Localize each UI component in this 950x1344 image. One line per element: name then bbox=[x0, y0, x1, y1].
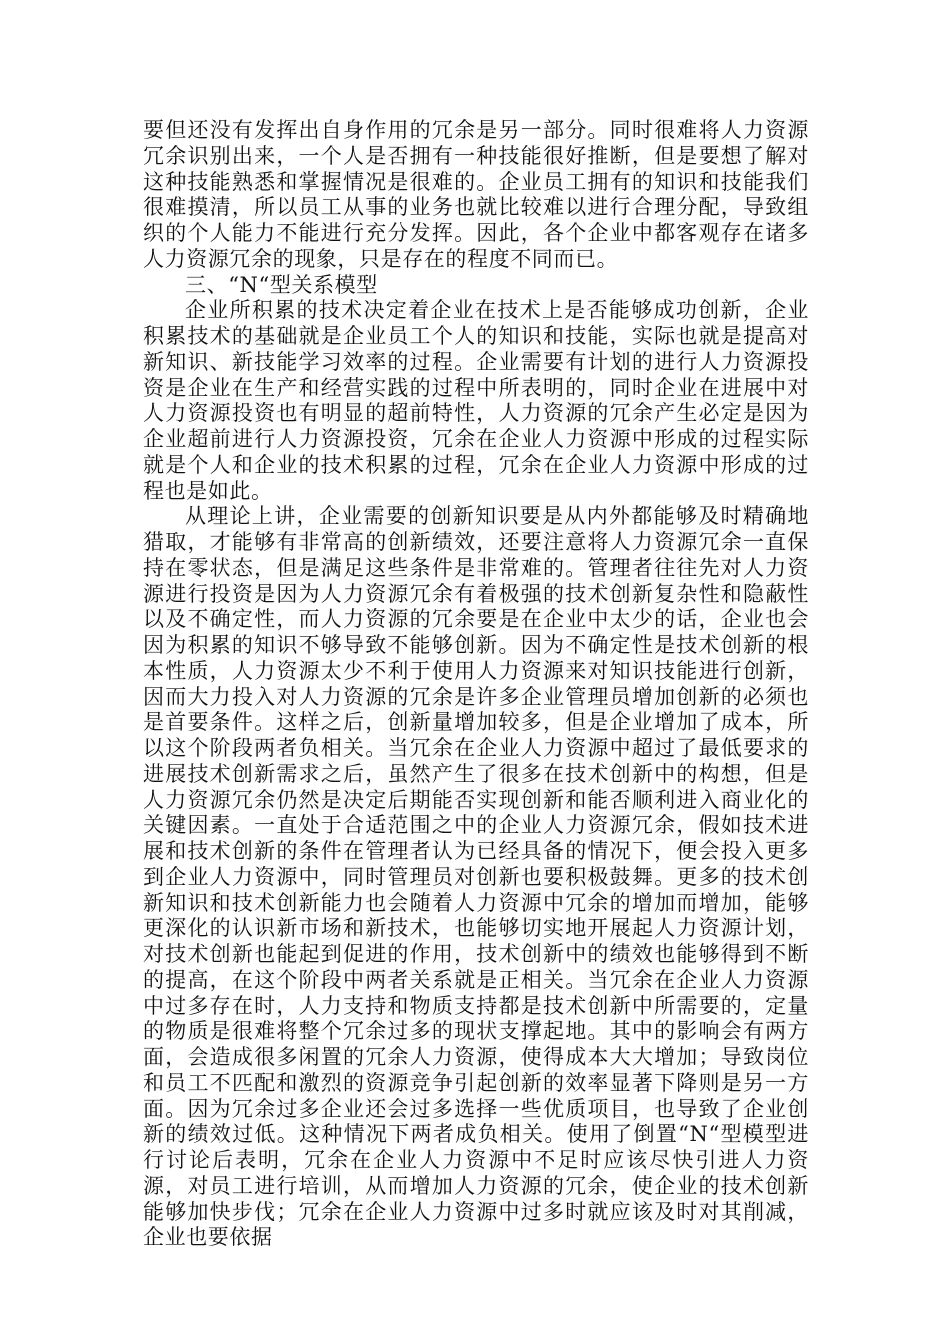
body-paragraph: 企业所积累的技术决定着企业在技术上是否能够成功创新，企业积累技术的基础就是企业员工个人的知识和技能，实际也就是提高对新知识、新技能学习效率的过程。企业需要有计划的进行人力资源投资是企业在生产和经营实践的过程中所表明的，同时企业在进展中对人力资源投资也有明显的超前特性，人力资源的冗余产生必定是因为企业超前进行人力资源投资，冗余在企业人力资源中形成的过程实际就是个人和企业的技术积累的过程，冗余在企业人力资源中形成的过程也是如此。 bbox=[143, 298, 809, 503]
document-page bbox=[143, 118, 809, 1251]
continued-paragraph: 要但还没有发挥出自身作用的冗余是另一部分。同时很难将人力资源冗余识别出来，一个人是否拥有一种技能很好推断，但是要想了解对这种技能熟悉和掌握情况是很难的。企业员工拥有的知识和技能我们很难摸清，所以员工从事的业务也就比较难以进行合理分配，导致组织的个人能力不能进行充分发挥。因此，各个企业中都客观存在诸多人力资源冗余的现象，只是存在的程度不同而已。 bbox=[143, 118, 809, 271]
section-heading: 三、“N“型关系模型 bbox=[185, 272, 378, 297]
body-paragraph: 从理论上讲，企业需要的创新知识要是从内外都能够及时精确地猎取，才能够有非常高的创新绩效，还要注意将人力资源冗余一直保持在零状态，但是满足这些条件是非常难的。管理者往往先对人力资源进行投资是因为人力资源冗余有着极强的技术创新复杂性和隐蔽性以及不确定性，而人力资源的冗余要是在企业中太少的话，企业也会因为积累的知识不够导致不能够创新。因为不确定性是技术创新的根本性质，人力资源太少不利于使用人力资源来对知识技能进行创新，因而大力投入对人力资源的冗余是许多企业管理员增加创新的必须也是首要条件。这样之后，创新量增加较多，但是企业增加了成本，所以这个阶段两者负相关。当冗余在企业人力资源中超过了最低要求的进展技术创新需求之后，虽然产生了很多在技术创新中的构想，但是人力资源冗余仍然是决定后期能否实现创新和能否顺利进入商业化的关键因素。一直处于合适范围之中的企业人力资源冗余，假如技术进展和技术创新的条件在管理者认为已经具备的情况下，便会投入更多到企业人力资源中，同时管理员对创新也要积极鼓舞。更多的技术创新知识和技术创新能力也会随着人力资源中冗余的增加而增加，能够更深化的认识新市场和新技术，也能够切实地开展起人力资源计划，对技术创新也能起到促进的作用，技术创新中的绩效也能够得到不断的提高，在这个阶段中两者关系就是正相关。当冗余在企业人力资源中过多存在时，人力支持和物质支持都是技术创新中所需要的，定量的物质是很难将整个冗余过多的现状支撑起地。其中的影响会有两方面，会造成很多闲置的冗余人力资源，使得成本大大增加；导致岗位和员工不匹配和激烈的资源竞争引起创新的效率显著下降则是另一方面。因为冗余过多企业还会过多选择一些优质项目，也导致了企业创新的绩效过低。这种情况下两者成负相关。使用了倒置“N“型模型进行讨论后表明，冗余在企业人力资源中不足时应该尽快引进人力资源，对员工进行培训，从而增加人力资源的冗余，使企业的技术创新能够加快步伐；冗余在企业人力资源中过多时就应该及时对其削减，企业也要依据 bbox=[143, 504, 809, 1250]
